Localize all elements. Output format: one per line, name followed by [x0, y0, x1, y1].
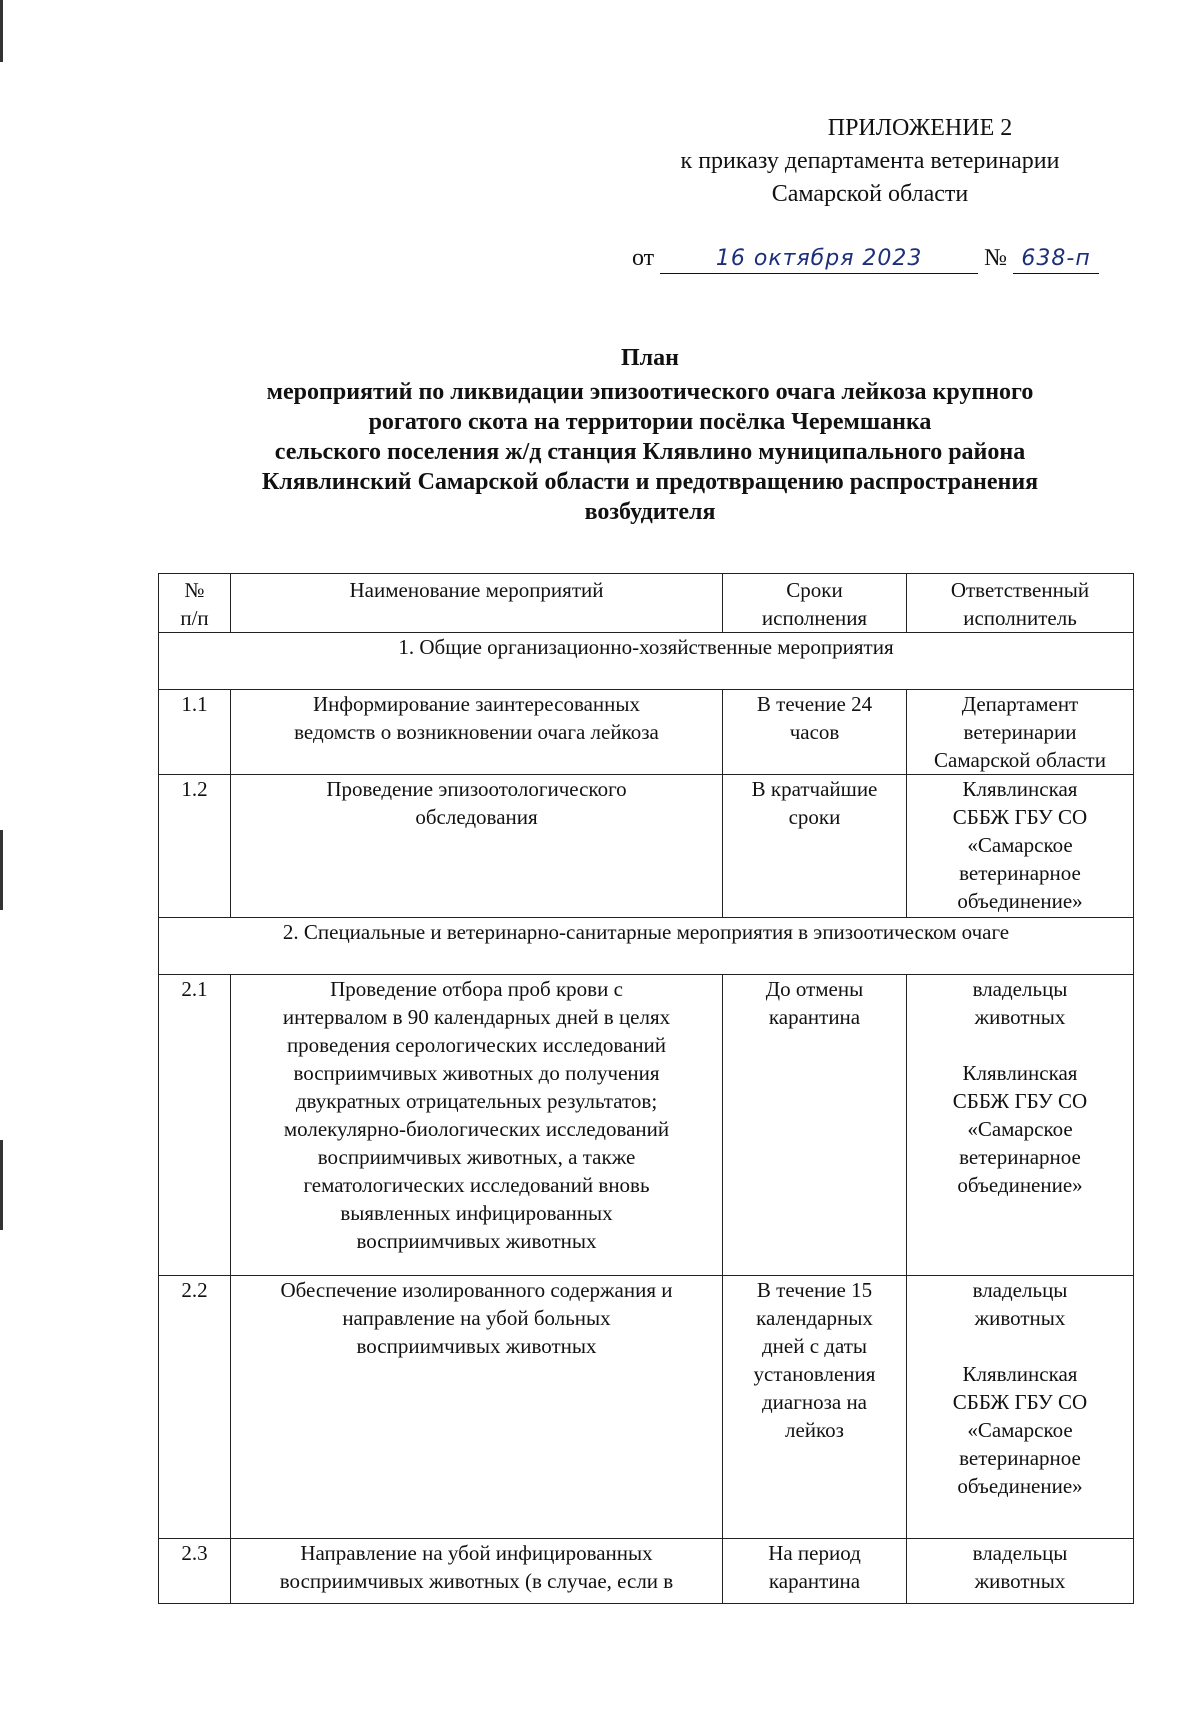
appendix-block — [590, 112, 1150, 211]
row-responsible: Клявлинская СББЖ ГБУ СО «Самарское ветеринарное объединение» — [907, 775, 1134, 918]
row-number: 1.2 — [159, 775, 231, 918]
section-row — [159, 918, 1134, 975]
row-number: 1.1 — [159, 690, 231, 775]
row-term: До отмены карантина — [723, 975, 907, 1276]
row-responsible: Департамент ветеринарии Самарской области — [907, 690, 1134, 775]
row-name: Проведение эпизоотологического обследования — [231, 775, 723, 918]
row-responsible: владельцы животных Клявлинская СББЖ ГБУ СО «Самарское ветеринарное объединение» — [907, 975, 1134, 1276]
row-responsible: владельцы животных — [907, 1539, 1134, 1604]
plan-heading: План — [621, 345, 679, 371]
number-field — [1013, 244, 1099, 274]
appendix-region: Самарской области — [771, 181, 969, 207]
plan-title-line: рогатого скота на территории посёлка Черемшанка — [368, 409, 932, 435]
table-header-row — [159, 574, 1134, 633]
table-row — [159, 690, 1134, 775]
row-term: В течение 15 календарных дней с даты установления диагноза на лейкоз — [723, 1276, 907, 1539]
row-number: 2.2 — [159, 1276, 231, 1539]
row-number: 2.1 — [159, 975, 231, 1276]
row-name: Проведение отбора проб крови с интервалом в 90 календарных дней в целях проведения серологических исследований восприимчивых животных до получения двукратных отрицательных результатов; молекулярно-биологических исследований восприимчивых животных, а также гематологических исследований вновь выявленных инфицированных восприимчивых животных — [231, 975, 723, 1276]
table-row — [159, 1539, 1134, 1604]
handwritten-date: 16 октября 2023 — [715, 246, 923, 271]
table-row — [159, 1276, 1134, 1539]
plan-title — [150, 343, 1150, 527]
date-prefix: от — [632, 245, 655, 271]
section-row — [159, 633, 1134, 690]
row-name: Обеспечение изолированного содержания и направление на убой больных восприимчивых животных — [231, 1276, 723, 1539]
row-term: На период карантина — [723, 1539, 907, 1604]
number-prefix: № — [984, 245, 1008, 271]
header-term: Сроки исполнения — [723, 574, 907, 633]
section-title: 1. Общие организационно-хозяйственные мероприятия — [159, 633, 1134, 690]
plan-table — [158, 573, 1134, 1604]
table-row — [159, 775, 1134, 918]
handwritten-number: 638-п — [1021, 246, 1091, 271]
scan-edge-mark — [0, 830, 3, 910]
order-reference — [632, 244, 1152, 274]
row-term: В течение 24 часов — [723, 690, 907, 775]
plan-title-line: мероприятий по ликвидации эпизоотического очага лейкоза крупного — [266, 379, 1034, 405]
table-row — [159, 975, 1134, 1276]
header-name: Наименование мероприятий — [231, 574, 723, 633]
section-title: 2. Специальные и ветеринарно-санитарные мероприятия в эпизоотическом очаге — [159, 918, 1134, 975]
row-term: В кратчайшие сроки — [723, 775, 907, 918]
appendix-title: ПРИЛОЖЕНИЕ 2 — [827, 115, 1013, 141]
plan-title-line: Клявлинский Самарской области и предотвращению распространения — [261, 469, 1039, 495]
scan-edge-mark — [0, 1140, 3, 1230]
row-number: 2.3 — [159, 1539, 231, 1604]
scan-edge-mark — [0, 0, 3, 62]
row-name: Информирование заинтересованных ведомств о возникновении очага лейкоза — [231, 690, 723, 775]
date-field — [660, 244, 978, 274]
row-name: Направление на убой инфицированных восприимчивых животных (в случае, если в — [231, 1539, 723, 1604]
row-responsible: владельцы животных Клявлинская СББЖ ГБУ СО «Самарское ветеринарное объединение» — [907, 1276, 1134, 1539]
appendix-subtitle: к приказу департамента ветеринарии — [680, 148, 1060, 174]
plan-title-line: сельского поселения ж/д станция Клявлино муниципального района — [274, 439, 1026, 465]
header-number: № п/п — [159, 574, 231, 633]
plan-title-line: возбудителя — [584, 499, 716, 525]
header-responsible: Ответственный исполнитель — [907, 574, 1134, 633]
